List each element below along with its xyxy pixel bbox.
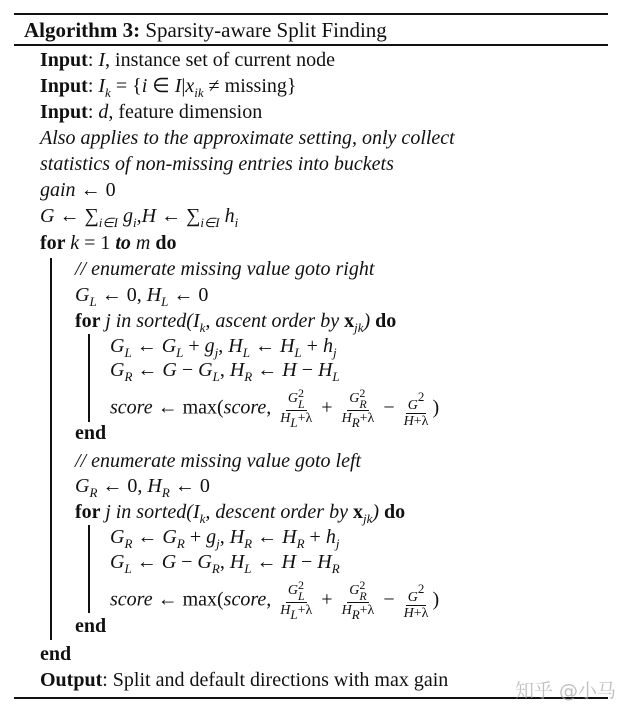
subscript: j: [335, 536, 340, 551]
keyword: x: [344, 310, 355, 332]
subscript: L: [212, 369, 220, 384]
subscript: R: [124, 369, 133, 384]
algorithm-line: [40, 641, 71, 667]
text: I: [174, 75, 182, 97]
subscript: R: [351, 607, 360, 622]
denominator: [340, 603, 377, 622]
text: −: [295, 551, 318, 573]
algorithm-name: Sparsity-aware Split Finding: [145, 18, 387, 42]
text: gain: [40, 179, 76, 201]
text: G: [161, 551, 177, 573]
keyword: end: [75, 422, 107, 444]
fraction: [402, 389, 431, 429]
algorithm-line: [75, 613, 106, 639]
numerator: [406, 581, 427, 606]
algorithm-line: [40, 125, 455, 151]
text: G: [407, 590, 418, 605]
text: h: [325, 526, 336, 548]
keyword: end: [75, 615, 107, 637]
text: , instance set of current node: [105, 49, 335, 71]
keyword: Input: [40, 49, 88, 71]
subscript: R: [359, 397, 367, 411]
text: ← ∑: [54, 205, 99, 227]
text: ← 0,: [97, 475, 148, 497]
sup-sub: [359, 388, 366, 410]
text: i: [141, 75, 148, 97]
algorithm-line: [110, 357, 340, 390]
subscript: R: [244, 369, 253, 384]
text: ← 0: [168, 284, 209, 306]
text: −: [378, 396, 400, 419]
text: G: [162, 526, 177, 548]
algorithm-label: Algorithm 3:: [24, 18, 141, 42]
text: g: [206, 526, 217, 548]
text: G: [407, 398, 418, 413]
superscript: 2: [359, 386, 366, 400]
text: ← 0: [169, 475, 210, 497]
text: ←: [132, 526, 163, 548]
text: // enumerate missing value goto left: [75, 450, 362, 472]
keyword: Output: [40, 669, 103, 691]
keyword: end: [40, 643, 72, 665]
text: H: [341, 411, 352, 426]
subscript: L: [290, 607, 298, 622]
text: ,: [219, 359, 230, 381]
text: H: [228, 335, 243, 357]
sup-sub: [359, 580, 366, 602]
subscript: L: [290, 415, 298, 430]
text: ←: [131, 551, 162, 573]
text: +λ: [297, 411, 313, 426]
subscript: L: [297, 397, 305, 411]
algorithm-line: [40, 177, 116, 203]
subscript: L: [176, 345, 184, 360]
subscript: ik: [194, 85, 204, 100]
text: ←: [252, 359, 283, 381]
text: H: [147, 475, 162, 497]
text: +λ: [413, 414, 429, 429]
subscript: k: [105, 85, 111, 100]
text: +: [183, 335, 205, 357]
text: h: [219, 205, 235, 227]
subscript: k: [199, 511, 206, 526]
text: H: [317, 359, 333, 381]
algorithm-line: [110, 580, 439, 622]
top-rule: [14, 13, 608, 15]
subscript: jk: [354, 320, 364, 335]
numerator: [347, 388, 368, 411]
superscript: 2: [417, 389, 425, 404]
text: j in sorted(: [105, 310, 193, 332]
text: G: [349, 583, 360, 599]
denominator: [278, 603, 314, 622]
text: ,: [266, 588, 277, 611]
text: G: [110, 551, 125, 573]
text: Also applies to the approximate setting, only collect: [40, 127, 455, 149]
text: ←: [132, 359, 163, 381]
text: H: [403, 414, 414, 429]
denominator: [340, 411, 377, 430]
text: H: [403, 606, 414, 621]
text: ,: [136, 205, 142, 227]
keyword: Input: [40, 101, 88, 123]
subscript: R: [176, 536, 185, 551]
text: H: [229, 526, 245, 548]
superscript: 2: [417, 581, 425, 596]
text: to: [115, 232, 131, 254]
text: +: [301, 335, 323, 357]
subscript: R: [296, 536, 305, 551]
text: ← 0,: [96, 284, 147, 306]
subscript: k: [199, 320, 206, 335]
fraction: [278, 580, 314, 622]
subscript: R: [351, 415, 360, 430]
superscript: 2: [297, 578, 304, 592]
text: −: [378, 588, 400, 611]
text: = 1: [79, 232, 116, 254]
for-k-loop-bar: [50, 258, 52, 640]
text: ← max(: [152, 588, 224, 611]
text: ,: [219, 551, 230, 573]
subscript: i: [234, 215, 239, 230]
numerator: [286, 580, 307, 603]
text: ←: [252, 526, 283, 548]
watermark: 知乎 @小马: [515, 680, 617, 702]
text: :: [87, 49, 99, 71]
algorithm-line: [40, 47, 335, 73]
text: −: [296, 359, 318, 381]
text: H: [280, 603, 291, 618]
sup-sub: [298, 580, 305, 602]
superscript: 2: [297, 386, 304, 400]
subscript: R: [124, 536, 133, 551]
subscript: L: [124, 345, 132, 360]
text: +: [316, 588, 338, 611]
text: |: [181, 75, 186, 97]
text: G: [287, 583, 298, 599]
text: +: [184, 526, 207, 548]
subscript: L: [297, 589, 305, 603]
subscript: L: [124, 561, 132, 576]
text: H: [146, 284, 162, 306]
keyword: for: [75, 501, 106, 523]
subscript: i∈I: [200, 215, 220, 230]
text: H: [279, 335, 295, 357]
subscript: j: [332, 345, 337, 360]
text: x: [185, 75, 195, 97]
text: G: [287, 391, 298, 407]
text: = {: [110, 75, 142, 97]
text: H: [280, 411, 291, 426]
text: G: [110, 359, 125, 381]
text: G: [349, 391, 360, 407]
keyword: do: [150, 232, 177, 254]
sup-sub: [298, 388, 305, 410]
text: H: [229, 551, 245, 573]
subscript: R: [359, 589, 367, 603]
text: ← max(: [152, 396, 224, 419]
text: , feature dimension: [108, 101, 263, 123]
subscript: L: [294, 345, 302, 360]
keyword: do: [379, 501, 406, 523]
text: H: [281, 551, 296, 573]
text: ,: [219, 526, 230, 548]
text: I: [192, 310, 200, 332]
text: I: [98, 75, 106, 97]
keyword: for: [75, 310, 106, 332]
numerator: [286, 388, 307, 411]
text: ): [432, 396, 440, 419]
numerator: [406, 389, 427, 414]
text: :: [87, 101, 99, 123]
text: ←: [131, 335, 162, 357]
text: score: [110, 396, 153, 419]
text: H: [229, 359, 245, 381]
text: , descent order by: [205, 501, 353, 523]
text: ): [363, 310, 371, 332]
text: G: [198, 359, 213, 381]
text: h: [322, 335, 333, 357]
subscript: L: [332, 369, 340, 384]
subscript: L: [242, 345, 250, 360]
text: j in sorted(: [105, 501, 193, 523]
text: H: [141, 205, 157, 227]
text: ← ∑: [156, 205, 201, 227]
keyword: do: [370, 310, 397, 332]
fraction: [402, 581, 431, 621]
text: ∈: [147, 75, 175, 97]
text: +λ: [359, 411, 375, 426]
fraction: [278, 388, 314, 430]
subscript: j: [214, 345, 219, 360]
algorithm-line: [40, 151, 394, 177]
algorithm-line: [75, 256, 374, 282]
text: ,: [266, 396, 277, 419]
keyword: Input: [40, 75, 88, 97]
text: ←: [251, 551, 282, 573]
text: +: [316, 396, 338, 419]
subscript: L: [161, 294, 169, 309]
subscript: L: [89, 294, 97, 309]
algorithm-title: [24, 16, 387, 44]
denominator: [402, 414, 431, 429]
fraction: [340, 580, 377, 622]
keyword: x: [352, 501, 363, 523]
subscript: j: [216, 536, 220, 551]
numerator: [347, 580, 368, 603]
text: : Split and default directions with max gain: [102, 669, 449, 691]
text: G: [110, 335, 125, 357]
text: −: [176, 359, 199, 381]
text: g: [204, 335, 215, 357]
text: I: [98, 49, 106, 71]
text: m: [130, 232, 151, 254]
text: H: [341, 603, 352, 618]
subscript: L: [244, 561, 252, 576]
text: +λ: [359, 603, 375, 618]
text: statistics of non-missing entries into buckets: [40, 153, 394, 175]
text: +λ: [413, 606, 429, 621]
text: I: [192, 501, 200, 523]
text: G: [40, 205, 55, 227]
fraction: [340, 388, 377, 430]
text: ≠ missing}: [203, 75, 297, 97]
keyword: for: [40, 232, 71, 254]
text: ←: [249, 335, 280, 357]
algorithm-line: [75, 420, 106, 446]
text: ,: [218, 335, 229, 357]
text: G: [75, 475, 90, 497]
text: d: [98, 101, 109, 123]
text: ): [372, 501, 380, 523]
algorithm-line: [110, 388, 439, 430]
algorithm-line: [40, 230, 177, 256]
subscript: i∈I: [98, 215, 118, 230]
subscript: R: [244, 536, 253, 551]
text: G: [110, 526, 125, 548]
text: G: [197, 551, 212, 573]
denominator: [402, 606, 431, 621]
text: H: [317, 551, 332, 573]
algorithm-line: [40, 99, 262, 125]
subscript: i: [132, 215, 137, 230]
subscript: R: [161, 485, 170, 500]
text: ): [432, 588, 440, 611]
subscript: jk: [362, 511, 373, 526]
text: H: [282, 359, 297, 381]
text: g: [117, 205, 133, 227]
text: k: [70, 232, 80, 254]
subscript: R: [211, 561, 220, 576]
algorithm-line: [40, 667, 448, 693]
subscript: R: [331, 561, 340, 576]
text: −: [176, 551, 198, 573]
text: score: [223, 396, 267, 419]
for-j-descent-loop-bar: [88, 525, 90, 613]
text: G: [161, 335, 177, 357]
text: +: [304, 526, 326, 548]
for-j-ascent-loop-bar: [88, 334, 90, 422]
text: ← 0: [75, 179, 116, 201]
text: G: [75, 284, 90, 306]
text: , ascent order by: [205, 310, 345, 332]
title-rule: [14, 44, 608, 46]
text: H: [282, 526, 297, 548]
text: score: [110, 588, 153, 611]
algorithm-line: [75, 448, 361, 474]
superscript: 2: [359, 578, 366, 592]
algorithm-line: [110, 549, 340, 582]
text: :: [87, 75, 99, 97]
text: score: [223, 588, 267, 611]
subscript: R: [89, 485, 98, 500]
text: +λ: [297, 603, 313, 618]
text: // enumerate missing value goto right: [75, 258, 375, 280]
text: G: [162, 359, 177, 381]
denominator: [278, 411, 314, 430]
